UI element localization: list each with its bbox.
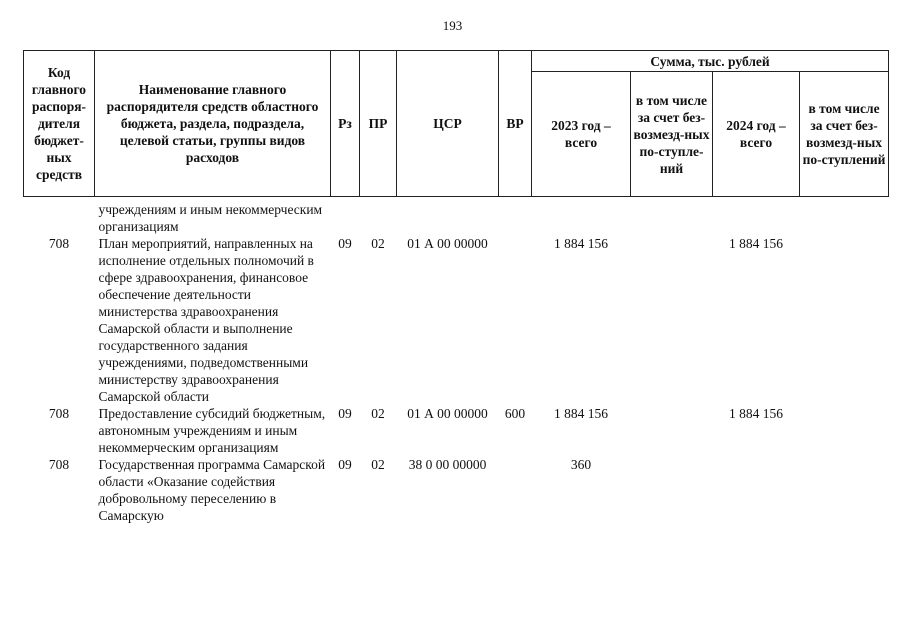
row-rz: 09 — [338, 236, 352, 251]
table-row — [24, 197, 889, 236]
header-2023-free: в том числе за счет без-возмезд-ных по-ступле-ний — [631, 72, 713, 197]
row-vr — [499, 235, 532, 405]
row-vr: 600 — [504, 406, 526, 421]
row-rz — [331, 197, 360, 236]
header-code: Код главного распоря-дителя бюджет-ных средств — [24, 51, 95, 197]
row-name: Государственная программа Самарской области «Оказание содействия добровольному переселению в Самарскую — [98, 457, 326, 523]
header-pr: ПР — [360, 51, 397, 197]
row-2024-free — [800, 456, 889, 524]
header-rz: Рз — [331, 51, 360, 197]
header-vr: ВР — [499, 51, 532, 197]
row-2023-total: 360 — [570, 457, 592, 472]
header-2024-free: в том числе за счет без-возмезд-ных по-ступлений — [800, 72, 889, 197]
row-2023-total: 1 884 156 — [554, 406, 608, 421]
row-pr — [360, 197, 397, 236]
table-body — [24, 197, 889, 525]
header-2024-total: 2024 год – всего — [713, 72, 800, 197]
row-vr — [499, 456, 532, 524]
row-2024-free — [800, 197, 889, 236]
table-row — [24, 456, 889, 524]
row-2024-free — [800, 405, 889, 456]
table-row — [24, 405, 889, 456]
row-code — [24, 197, 95, 236]
header-csr: ЦСР — [397, 51, 499, 197]
row-vr — [499, 197, 532, 236]
row-2024-free — [800, 235, 889, 405]
row-2023-free — [631, 197, 713, 236]
header-sum: Сумма, тыс. рублей — [532, 51, 889, 72]
header-row-top — [24, 51, 889, 72]
row-2024-total: 1 884 156 — [729, 406, 783, 421]
row-rz: 09 — [338, 406, 352, 421]
table-row — [24, 235, 889, 405]
budget-table — [23, 50, 889, 524]
row-2023-free — [631, 235, 713, 405]
row-name: Предоставление субсидий бюджетным, автономным учреждениям и иным некоммерческим организациям — [98, 406, 326, 455]
row-2023-total: 1 884 156 — [554, 236, 608, 251]
header-name: Наименование главного распорядителя средств областного бюджета, раздела, подраздела, целевой статьи, группы видов расходов — [95, 51, 331, 197]
row-rz: 09 — [338, 457, 352, 472]
row-csr: 38 0 00 00000 — [408, 457, 487, 472]
row-2023-total — [532, 197, 631, 236]
row-pr: 02 — [371, 236, 385, 251]
row-2023-free — [631, 405, 713, 456]
header-2023-total: 2023 год – всего — [532, 72, 631, 197]
row-code: 708 — [48, 236, 70, 251]
row-2024-total — [713, 456, 800, 524]
row-pr: 02 — [371, 457, 385, 472]
row-code: 708 — [48, 406, 70, 421]
row-csr: 01 А 00 00000 — [407, 406, 488, 421]
row-2024-total — [713, 197, 800, 236]
row-name: План мероприятий, направленных на исполнение отдельных полномочий в сфере здравоохранения, финансовое обеспечение деятельности министерства здравоохранения Самарской области и выполнение государственного задания учреждениями, подведомственными министерству здравоохранения Самарской области — [98, 236, 314, 404]
row-code: 708 — [48, 457, 70, 472]
row-2023-free — [631, 456, 713, 524]
row-csr: 01 А 00 00000 — [407, 236, 488, 251]
row-name: учреждениям и иным некоммерческим организациям — [98, 202, 323, 234]
row-2024-total: 1 884 156 — [729, 236, 783, 251]
page-number: 193 — [442, 18, 463, 33]
row-csr — [397, 197, 499, 236]
row-pr: 02 — [371, 406, 385, 421]
